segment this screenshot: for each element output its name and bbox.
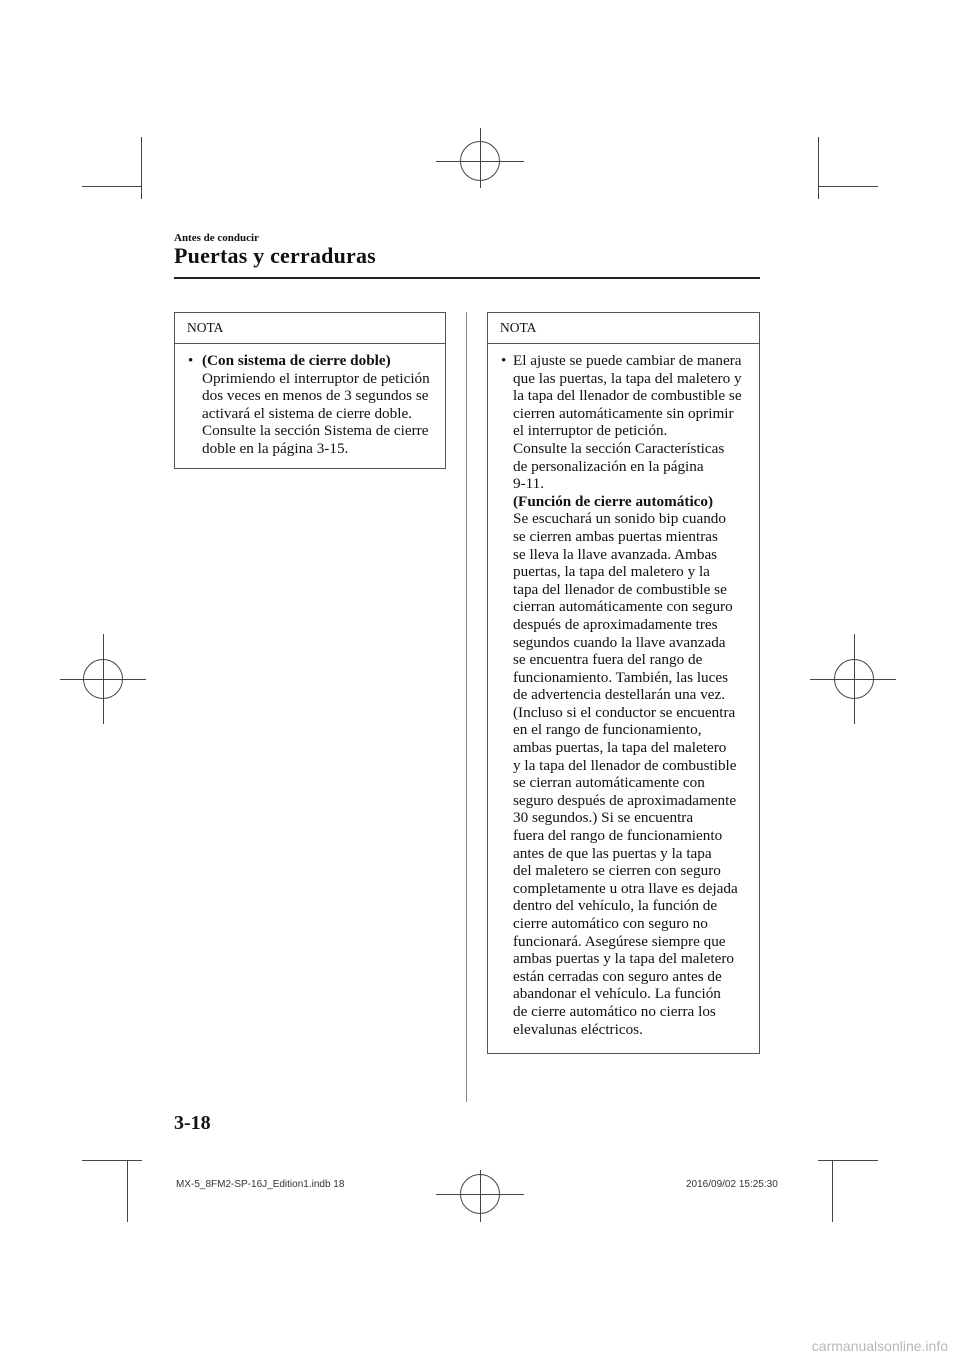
note-line: después de aproximadamente tres bbox=[513, 615, 718, 633]
note-line: y la tapa del llenador de combustible bbox=[513, 756, 737, 774]
note-heading: (Función de cierre automático) bbox=[513, 492, 714, 510]
note-line: seguro después de aproximadamente bbox=[513, 791, 737, 809]
page-title: Puertas y cerraduras bbox=[174, 243, 376, 268]
note-line: Se escuchará un sonido bip cuando bbox=[513, 510, 726, 528]
note-line: del maletero se cierren con seguro bbox=[513, 862, 721, 880]
note-line: se encuentra fuera del rango de bbox=[513, 651, 703, 669]
note-line: elevalunas eléctricos. bbox=[513, 1020, 643, 1038]
note-line: el interruptor de petición. bbox=[513, 422, 668, 440]
note-line: cierren automáticamente sin oprimir bbox=[513, 404, 734, 422]
note-box-right bbox=[487, 312, 760, 1054]
note-line: ambas puertas, la tapa del maletero bbox=[513, 739, 727, 757]
note-box-left bbox=[174, 312, 446, 469]
note-line: funcionará. Asegúrese siempre que bbox=[513, 932, 726, 950]
note-line: segundos cuando la llave avanzada bbox=[513, 633, 726, 651]
footer-timestamp: 2016/09/02 15:25:30 bbox=[686, 1179, 778, 1190]
page-number: 3-18 bbox=[174, 1112, 211, 1134]
column-divider bbox=[466, 312, 467, 1102]
note-line: que las puertas, la tapa del maletero y bbox=[513, 369, 742, 387]
note-title: NOTA bbox=[488, 313, 759, 344]
footer-file: MX-5_8FM2-SP-16J_Edition1.indb 18 bbox=[176, 1179, 345, 1190]
note-line: de cierre automático no cierra los bbox=[513, 1002, 716, 1020]
note-line: abandonar el vehículo. La función bbox=[513, 985, 721, 1003]
note-line: doble en la página 3-15. bbox=[202, 439, 349, 457]
note-line: cierran automáticamente con seguro bbox=[513, 598, 733, 616]
note-line: completamente u otra llave es dejada bbox=[513, 879, 738, 897]
note-line: Oprimiendo el interruptor de petición bbox=[202, 369, 430, 387]
note-line: ambas puertas y la tapa del maletero bbox=[513, 950, 734, 968]
watermark: carmanualsonline.info bbox=[811, 1338, 948, 1354]
note-line: dentro del vehículo, la función de bbox=[513, 897, 718, 915]
note-heading: (Con sistema de cierre doble) bbox=[202, 352, 391, 369]
note-line: funcionamiento. También, las luces bbox=[513, 668, 729, 686]
note-title: NOTA bbox=[175, 313, 445, 344]
note-line: activará el sistema de cierre doble. bbox=[202, 404, 412, 422]
note-line: antes de que las puertas y la tapa bbox=[513, 844, 712, 862]
note-line: fuera del rango de funcionamiento bbox=[513, 827, 723, 845]
note-line: El ajuste se puede cambiar de manera bbox=[513, 352, 742, 369]
title-rule bbox=[174, 277, 760, 279]
note-line: puertas, la tapa del maletero y la bbox=[513, 563, 710, 581]
note-line: la tapa del llenador de combustible se bbox=[513, 387, 742, 405]
note-line: 30 segundos.) Si se encuentra bbox=[513, 809, 694, 827]
note-line: se cierren ambas puertas mientras bbox=[513, 527, 718, 545]
note-line: en el rango de funcionamiento, bbox=[513, 721, 702, 739]
note-line: se lleva la llave avanzada. Ambas bbox=[513, 545, 718, 563]
note-text bbox=[202, 352, 444, 458]
note-line: tapa del llenador de combustible se bbox=[513, 580, 727, 598]
note-line: Consulte la sección Sistema de cierre bbox=[202, 422, 429, 440]
note-line: dos veces en menos de 3 segundos se bbox=[202, 387, 429, 405]
note-line: (Incluso si el conductor se encuentra bbox=[513, 703, 736, 721]
note-line: se cierran automáticamente con bbox=[513, 774, 705, 792]
bullet-marker: • bbox=[501, 353, 507, 369]
bullet-marker: • bbox=[188, 353, 194, 369]
note-line: cierre automático con seguro no bbox=[513, 915, 708, 932]
section-label: Antes de conducir bbox=[174, 232, 259, 244]
note-text bbox=[513, 352, 759, 1038]
note-line: de personalización en la página bbox=[513, 457, 704, 475]
note-line: de advertencia destellarán una vez. bbox=[513, 686, 726, 704]
note-line: están cerradas con seguro antes de bbox=[513, 967, 722, 985]
note-line: 9-11. bbox=[513, 475, 545, 493]
note-line: Consulte la sección Características bbox=[513, 439, 725, 457]
